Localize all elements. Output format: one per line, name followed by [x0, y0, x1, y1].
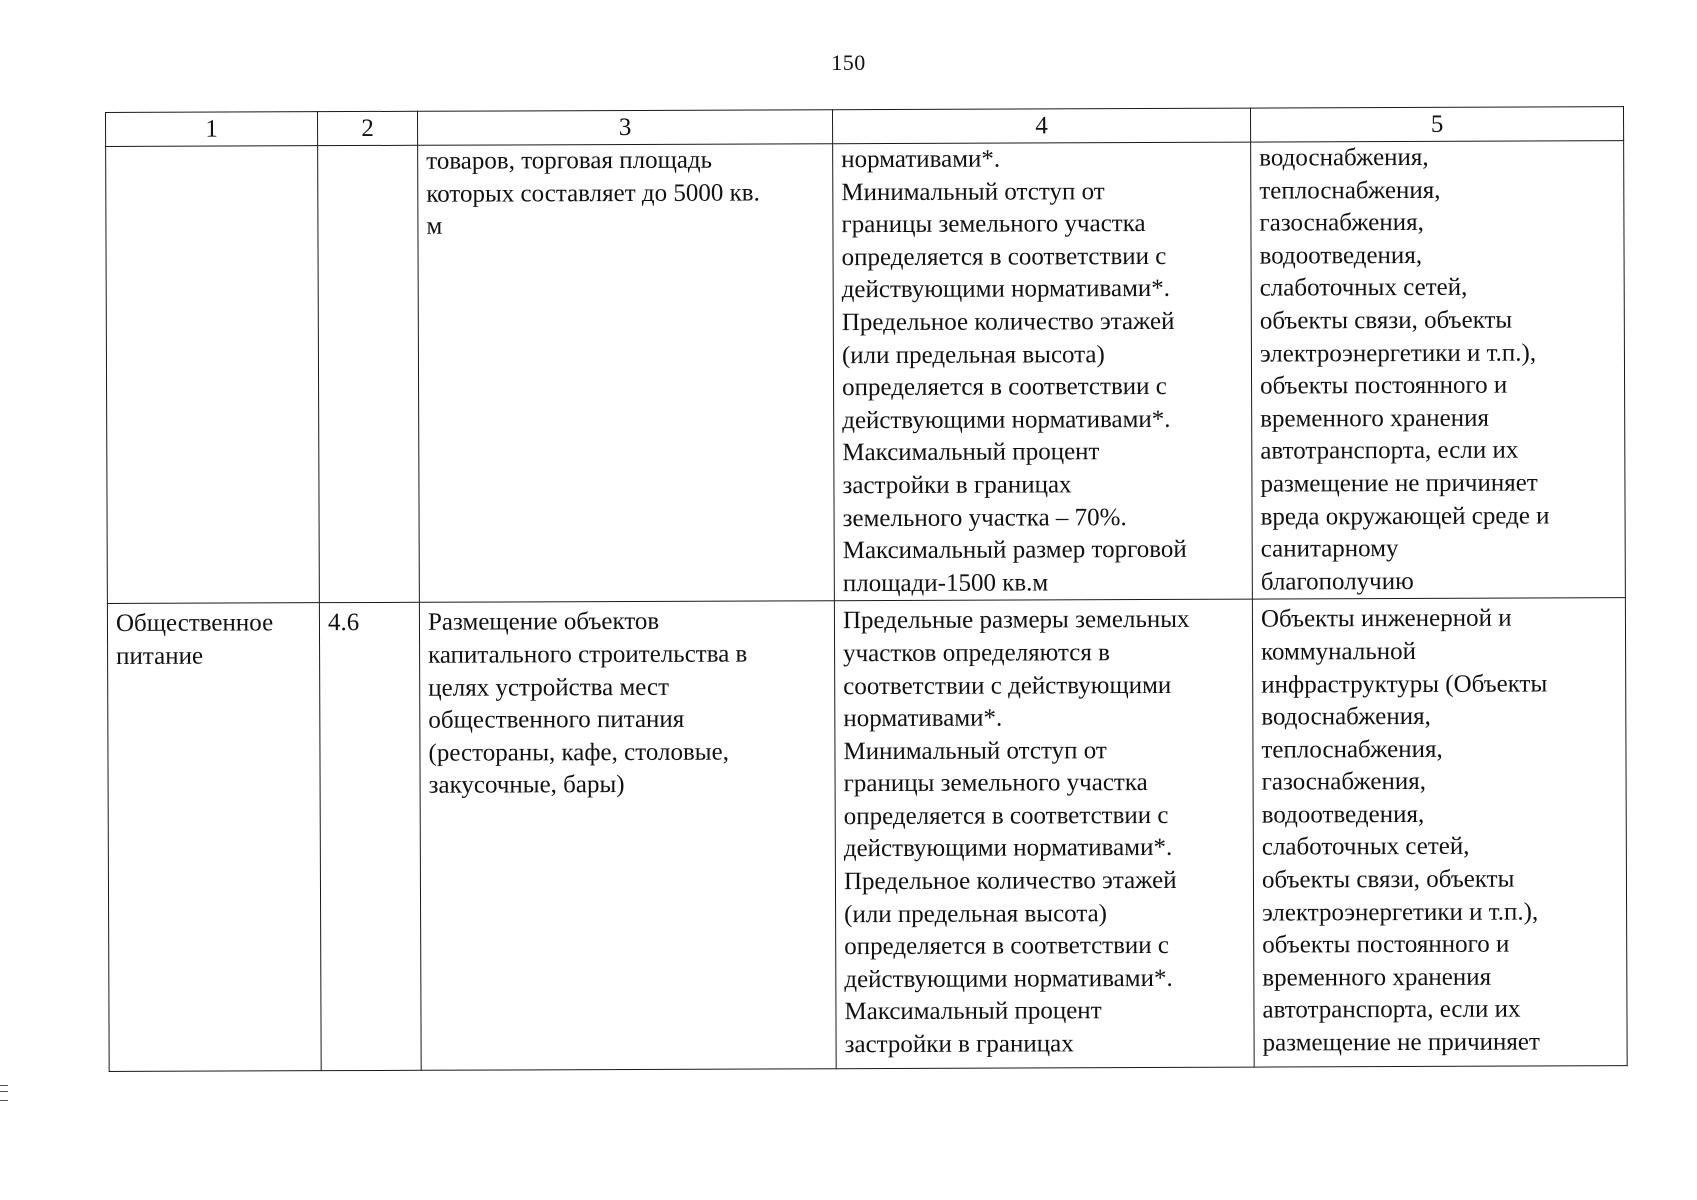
cell-text: Общественное питание	[115, 609, 274, 670]
header-col-4: 4	[832, 108, 1250, 144]
cell-use-type	[106, 146, 320, 604]
scan-margin-mark	[0, 1085, 8, 1101]
table-row	[107, 598, 1627, 1072]
land-use-table	[105, 106, 1628, 1072]
cell-code	[319, 603, 421, 1071]
cell-description	[418, 144, 835, 603]
header-col-3: 3	[417, 110, 832, 146]
cell-auxiliary-uses	[1251, 141, 1626, 600]
header-col-5: 5	[1250, 107, 1623, 142]
cell-text: товаров, торговая площадь которых составляет до 5000 кв. м	[426, 146, 760, 240]
cell-description	[419, 601, 836, 1071]
table-header	[106, 107, 1624, 147]
table-body	[106, 141, 1628, 1072]
cell-parameters	[833, 142, 1253, 601]
page-number: 150	[831, 50, 866, 75]
table-row	[106, 141, 1626, 604]
cell-parameters	[834, 599, 1254, 1069]
cell-text: Объекты инженерной и коммунальной инфраструктуры (Объекты водоснабжения, теплоснабжения, газоснабжения, водоотведения, слаботочных сетей, объекты связи, объекты электроэнергетики и т.п.), объекты постоянного и временного хранения автотранспорта, если их размещение не причиняет	[1260, 604, 1548, 1057]
cell-text	[114, 146, 309, 147]
cell-text: водоснабжения, теплоснабжения, газоснабжения, водоотведения, слаботочных сетей, объекты связи, объекты электроэнергетики и т.п.), объекты постоянного и временного хранения автотранспорта, если их размещение не причиняет вреда окружающей среде и санитарному благополучию	[1259, 143, 1550, 596]
header-row	[106, 107, 1624, 147]
cell-text: нормативами*. Минимальный отступ от границы земельного участка определяется в соответствии с действующими нормативами*. Предельное количество этажей (или предельная высота) определяется в соответствии с действующими нормативами*. Максимальный процент застройки в границах земельного участка – 70%. Максимальный размер торговой площади-1500 кв.м	[841, 145, 1187, 597]
cell-text: Размещение объектов капитального строительства в целях устройства мест общественного питания (рестораны, кафе, столовые, закусочные, бары)	[427, 608, 748, 800]
cell-text: 4.6	[327, 609, 360, 637]
cell-auxiliary-uses	[1252, 598, 1627, 1067]
cell-use-type	[107, 603, 321, 1072]
header-col-2: 2	[318, 111, 418, 145]
cell-text: Предельные размеры земельных участков определяются в соответствии с действующими нормативами*. Минимальный отступ от границы земельного участка определяется в соответствии с действующими нормативами*. Предельное количество этажей (или предельная высота) определяется в соответствии с действующими нормативами*. Максимальный процент застройки в границах	[842, 606, 1190, 1059]
cell-code	[318, 145, 420, 603]
header-col-1: 1	[106, 112, 318, 147]
